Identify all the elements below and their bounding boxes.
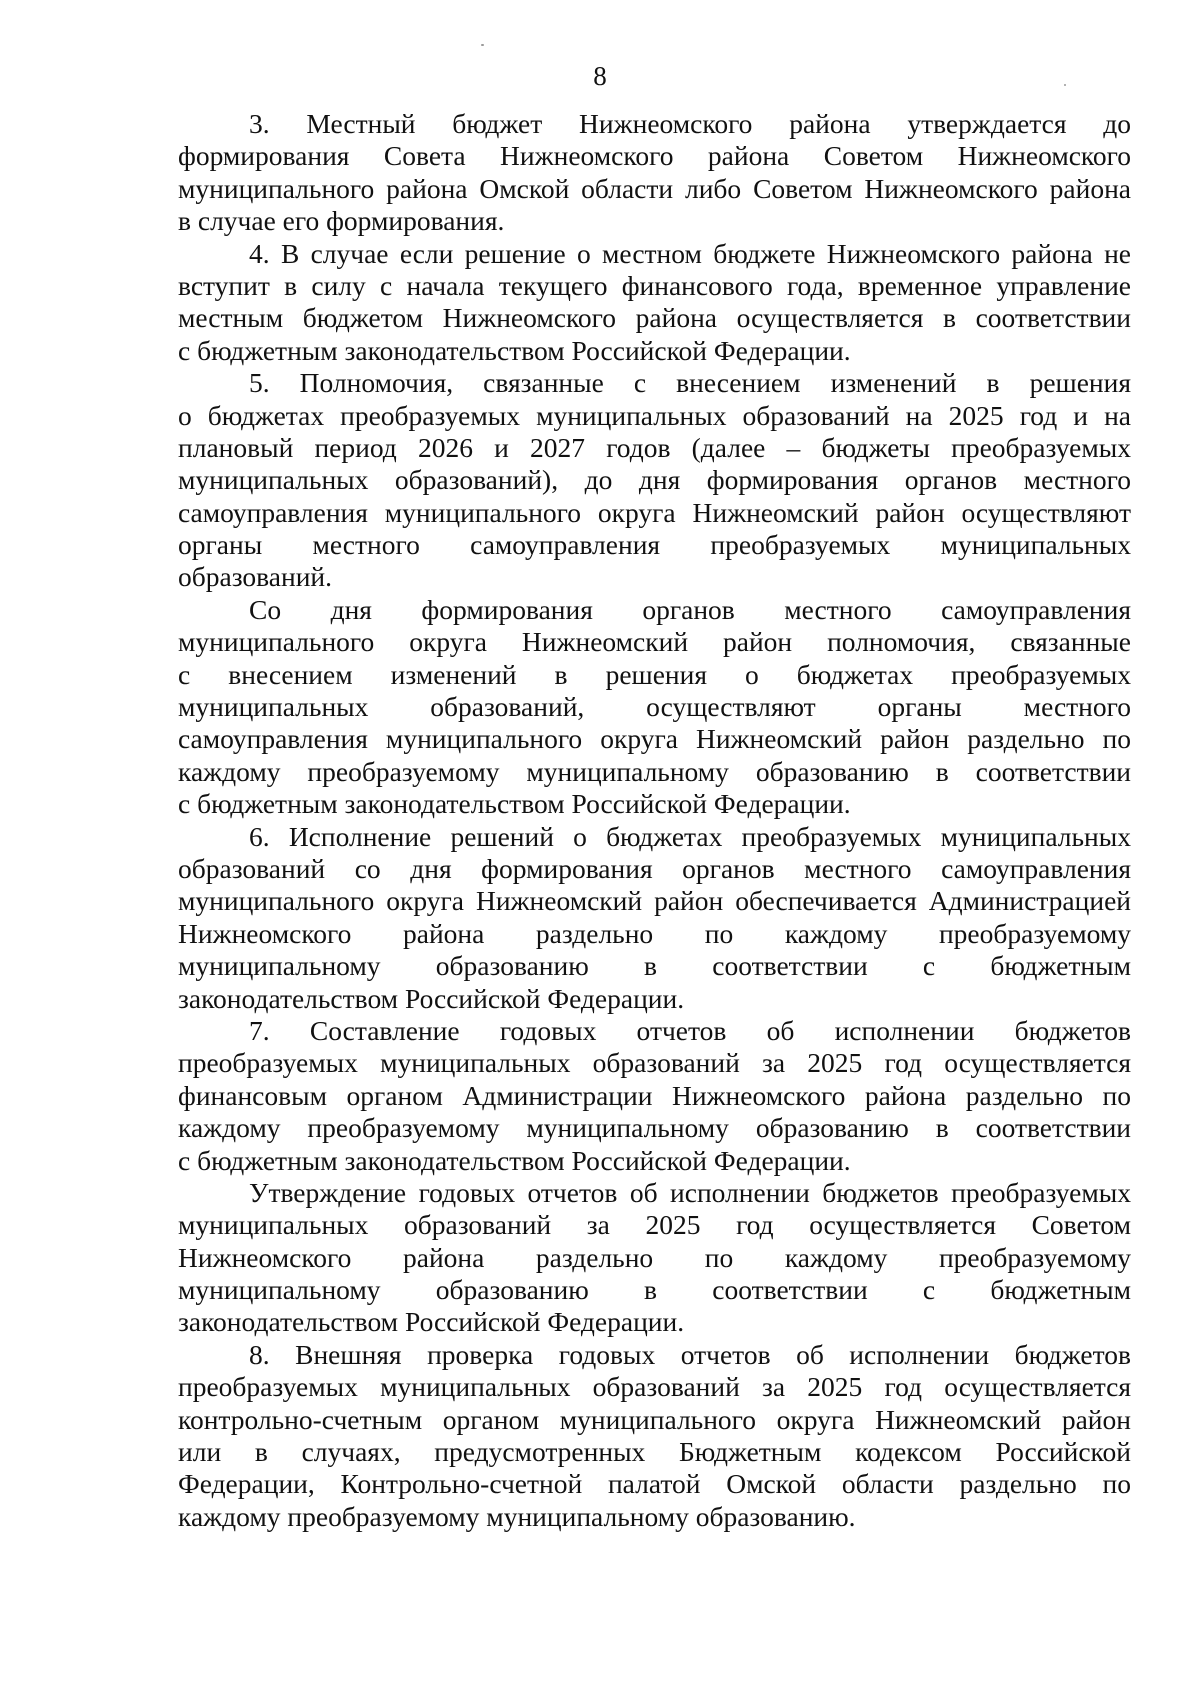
text-line: образований.	[178, 561, 333, 593]
text-line: о бюджетах преобразуемых муниципальных образований на 2025 год и на	[178, 399, 1131, 431]
text-line: муниципального района Омской области либо Советом Нижнеомского района	[178, 172, 1131, 204]
paragraph-item-8	[178, 1339, 1131, 1533]
text-line: финансовым органом Администрации Нижнеомского района раздельно по	[178, 1079, 1131, 1111]
text-line: формирования Совета Нижнеомского района Советом Нижнеомского	[178, 140, 1131, 172]
scan-speck	[481, 44, 484, 46]
text-line: с внесением изменений в решения о бюджетах преобразуемых	[178, 658, 1131, 690]
text-line: муниципальных образований, осуществляют органы местного	[178, 691, 1131, 723]
text-line: органы местного самоуправления преобразуемых муниципальных	[178, 529, 1131, 561]
text-line: 4. В случае если решение о местном бюджете Нижнеомского района не	[249, 237, 1131, 269]
text-line: 7. Составление годовых отчетов об исполнении бюджетов	[249, 1014, 1131, 1046]
paragraph-item-4	[178, 238, 1131, 368]
document-body	[178, 108, 1131, 1533]
text-line: самоуправления муниципального округа Нижнеомский район раздельно по	[178, 723, 1131, 755]
text-line: законодательством Российской Федерации.	[178, 1306, 685, 1338]
text-line: Нижнеомского района раздельно по каждому преобразуемому	[178, 917, 1131, 949]
text-line: Со дня формирования органов местного самоуправления	[249, 593, 1131, 625]
text-line: или в случаях, предусмотренных Бюджетным кодексом Российской	[178, 1436, 1131, 1468]
text-line: 5. Полномочия, связанные с внесением изменений в решения	[249, 367, 1131, 399]
text-line: 8. Внешняя проверка годовых отчетов об исполнении бюджетов	[249, 1338, 1131, 1370]
paragraph-continuation	[178, 1177, 1131, 1339]
text-line: самоуправления муниципального округа Нижнеомский район осуществляют	[178, 496, 1131, 528]
paragraph-item-7	[178, 1015, 1131, 1177]
text-line: с бюджетным законодательством Российской Федерации.	[178, 334, 851, 366]
text-line: муниципальных образований), до дня формирования органов местного	[178, 464, 1131, 496]
text-line: с бюджетным законодательством Российской Федерации.	[178, 1144, 851, 1176]
text-line: с бюджетным законодательством Российской Федерации.	[178, 788, 851, 820]
text-line: муниципальных образований за 2025 год осуществляется Советом	[178, 1209, 1131, 1241]
text-line: Федерации, Контрольно-счетной палатой Омской области раздельно по	[178, 1468, 1131, 1500]
text-line: контрольно-счетным органом муниципального округа Нижнеомский район	[178, 1403, 1131, 1435]
text-line: муниципального округа Нижнеомский район полномочия, связанные	[178, 626, 1131, 658]
text-line: преобразуемых муниципальных образований за 2025 год осуществляется	[178, 1371, 1131, 1403]
text-line: муниципальному образованию в соответствии с бюджетным	[178, 1274, 1131, 1306]
text-line: каждому преобразуемому муниципальному образованию.	[178, 1500, 856, 1532]
text-line: муниципального округа Нижнеомский район обеспечивается Администрацией	[178, 885, 1131, 917]
text-line: законодательством Российской Федерации.	[178, 982, 685, 1014]
text-line: Нижнеомского района раздельно по каждому преобразуемому	[178, 1241, 1131, 1273]
text-line: 3. Местный бюджет Нижнеомского района утверждается до	[249, 108, 1131, 139]
text-line: преобразуемых муниципальных образований за 2025 год осуществляется	[178, 1047, 1131, 1079]
text-line: каждому преобразуемому муниципальному образованию в соответствии	[178, 755, 1131, 787]
text-line: муниципальному образованию в соответствии с бюджетным	[178, 950, 1131, 982]
text-line: вступит в силу с начала текущего финансового года, временное управление	[178, 269, 1131, 301]
paragraph-continuation	[178, 594, 1131, 821]
paragraph-item-3	[178, 108, 1131, 238]
paragraph-item-5	[178, 367, 1131, 594]
text-line: каждому преобразуемому муниципальному образованию в соответствии	[178, 1112, 1131, 1144]
text-line: плановый период 2026 и 2027 годов (далее – бюджеты преобразуемых	[178, 431, 1131, 463]
text-line: местным бюджетом Нижнеомского района осуществляется в соответствии	[178, 302, 1131, 334]
page-number: 8	[593, 61, 607, 91]
text-line: Утверждение годовых отчетов об исполнении бюджетов преобразуемых	[249, 1176, 1131, 1208]
text-line: в случае его формирования.	[178, 205, 505, 237]
text-line: 6. Исполнение решений о бюджетах преобразуемых муниципальных	[249, 820, 1131, 852]
text-line: образований со дня формирования органов местного самоуправления	[178, 852, 1131, 884]
paragraph-item-6	[178, 821, 1131, 1015]
